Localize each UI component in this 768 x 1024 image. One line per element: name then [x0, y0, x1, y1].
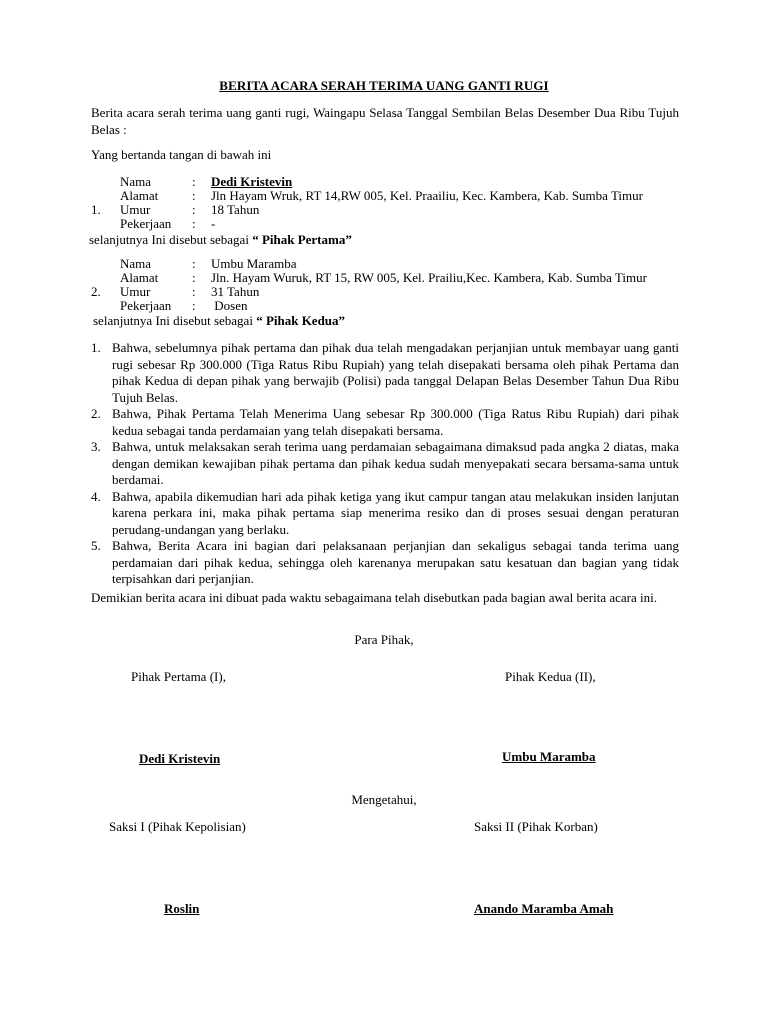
party-two-number: 2. — [91, 284, 101, 299]
document-title: BERITA ACARA SERAH TERIMA UANG GANTI RUGI — [219, 78, 549, 93]
saksi-two-signature-name: Anando Maramba Amah — [474, 901, 614, 916]
pihak-pertama-signature-name: Dedi Kristevin — [139, 751, 221, 766]
list-item — [91, 538, 679, 588]
para-pihak-heading: Para Pihak, — [354, 632, 414, 647]
closing-paragraph: Demikian berita acara ini dibuat pada waktu sebagaimana telah disebutkan pada bagian awal berita acara ini. — [91, 590, 657, 605]
point-number: 1. — [91, 340, 101, 355]
field-label-umur: Umur — [120, 284, 151, 299]
party-one-number: 1. — [91, 202, 101, 217]
field-colon: : — [192, 284, 196, 299]
field-label-alamat: Alamat — [120, 270, 159, 285]
saksi-one-label: Saksi I (Pihak Kepolisian) — [109, 819, 246, 834]
field-colon: : — [192, 298, 196, 313]
list-item — [91, 489, 679, 539]
field-label-umur: Umur — [120, 202, 151, 217]
pihak-kedua-signature-name: Umbu Maramba — [502, 749, 596, 764]
designation-role: “ Pihak Pertama” — [252, 232, 352, 247]
intro-undersigned: Yang bertanda tangan di bawah ini — [91, 147, 272, 162]
point-text: Bahwa, Berita Acara ini bagian dari pelaksanaan perjanjian dan sekaligus sebagai tanda terima uang perdamaian dari pihak kedua, sehingga oleh karenanya merupakan satu kesatuan dan bagian yang tidak terpisahkan dari perjanjian. — [112, 538, 679, 586]
designation-role: “ Pihak Kedua” — [256, 313, 346, 328]
field-colon: : — [192, 216, 196, 231]
field-colon: : — [192, 174, 196, 189]
list-item — [91, 340, 679, 406]
mengetahui-heading: Mengetahui, — [351, 792, 417, 807]
field-label-pekerjaan: Pekerjaan — [120, 298, 172, 313]
field-colon: : — [192, 270, 196, 285]
party-two-job: Dosen — [211, 298, 248, 313]
pihak-kedua-label: Pihak Kedua (II), — [505, 669, 596, 684]
field-label-pekerjaan: Pekerjaan — [120, 216, 172, 231]
point-text: Bahwa, apabila dikemudian hari ada pihak ketiga yang ikut campur tangan atau melakukan insiden lanjutan karena perkara ini, maka pihak pertama siap menerima resiko dan di proses sesuai dengan peraturan perudang-undangan yang berlaku. — [112, 488, 679, 537]
agreement-points — [91, 340, 679, 588]
party-one-address: Jln Hayam Wruk, RT 14,RW 005, Kel. Praailiu, Kec. Kambera, Kab. Sumba Timur — [211, 188, 643, 203]
party-one-name: Dedi Kristevin — [211, 174, 293, 189]
field-label-alamat: Alamat — [120, 188, 159, 203]
party-two-address: Jln. Hayam Wuruk, RT 15, RW 005, Kel. Prailiu,Kec. Kambera, Kab. Sumba Timur — [211, 270, 647, 285]
saksi-two-label: Saksi II (Pihak Korban) — [474, 819, 598, 834]
pihak-pertama-label: Pihak Pertama (I), — [131, 669, 226, 684]
field-colon: : — [192, 202, 196, 217]
point-number: 3. — [91, 439, 101, 454]
party-one-age: 18 Tahun — [211, 202, 260, 217]
point-number: 4. — [91, 488, 101, 504]
party-one-designation — [89, 232, 352, 248]
field-colon: : — [192, 256, 196, 271]
point-text: Bahwa, untuk melaksakan serah terima uang perdamaian sebagaimana dimaksud pada angka 2 diatas, maka dengan demikan kewajiban pihak pertama dan pihak kedua sudah menyepakati secara bersama-sama untuk berdamai. — [112, 439, 679, 487]
field-label-nama: Nama — [120, 174, 152, 189]
list-item — [91, 439, 679, 489]
list-item — [91, 406, 679, 439]
point-text: Bahwa, Pihak Pertama Telah Menerima Uang sebesar Rp 300.000 (Tiga Ratus Ribu Rupiah) dari pihak kedua sebagai tanda perdamaian yang telah disepakati bersama. — [112, 406, 679, 438]
field-colon: : — [192, 188, 196, 203]
saksi-one-signature-name: Roslin — [164, 901, 200, 916]
intro-paragraph: Berita acara serah terima uang ganti rugi, Waingapu Selasa Tanggal Sembilan Belas Desember Dua Ribu Tujuh Belas : — [91, 105, 679, 137]
party-two-designation — [93, 313, 345, 329]
party-two-age: 31 Tahun — [211, 284, 260, 299]
designation-text: selanjutnya Ini disebut sebagai — [93, 313, 257, 328]
designation-text: selanjutnya Ini disebut sebagai — [89, 232, 253, 247]
point-number: 5. — [91, 538, 101, 553]
party-two-name: Umbu Maramba — [211, 256, 297, 271]
party-one-job: - — [211, 216, 216, 231]
field-label-nama: Nama — [120, 256, 152, 271]
point-number: 2. — [91, 406, 101, 421]
point-text: Bahwa, sebelumnya pihak pertama dan pihak dua telah mengadakan perjanjian untuk membayar uang ganti rugi sebesar Rp 300.000 (Tiga Ratus Ribu Rupiah) yang telah disepakati bersama oleh pihak Pertama dan pihak Kedua di depan pihak yang berwajib (Polisi) pada tanggal Delapan Belas Desember Tahun Dua Ribu Tujuh Belas. — [112, 340, 679, 405]
